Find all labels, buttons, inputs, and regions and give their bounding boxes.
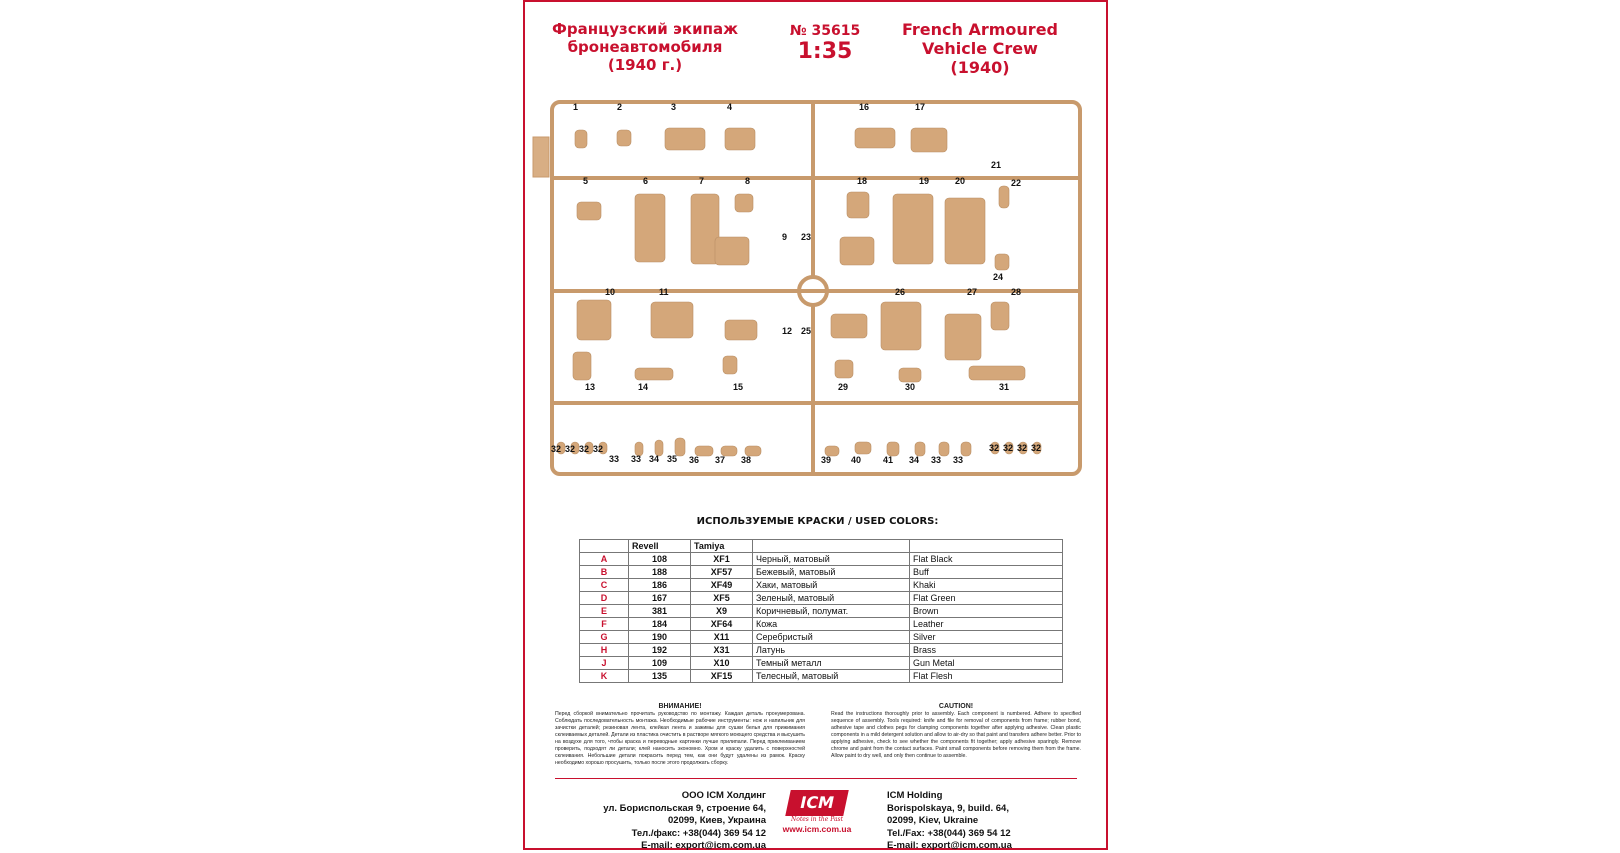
color-name-en: Flat Black	[910, 553, 1063, 566]
kit-number: № 35615	[789, 23, 861, 39]
part-number-label: 28	[1011, 287, 1022, 297]
sprue-frame	[552, 102, 1080, 474]
color-row	[580, 670, 1063, 683]
part-number-label: 33	[609, 454, 620, 464]
notice-russian	[555, 702, 805, 767]
part-number-label: 35	[667, 454, 678, 464]
color-name-ru: Телесный, матовый	[753, 670, 910, 683]
sprue-part	[961, 442, 971, 456]
revell-code: 184	[629, 618, 691, 631]
sprue-part	[651, 302, 693, 338]
tamiya-code: XF5	[691, 592, 753, 605]
sprue-part	[939, 442, 949, 456]
tamiya-code: X31	[691, 644, 753, 657]
color-row	[580, 566, 1063, 579]
footer-divider	[555, 778, 1077, 779]
color-name-en: Buff	[910, 566, 1063, 579]
color-code: G	[580, 631, 629, 644]
tamiya-code: XF64	[691, 618, 753, 631]
title-ru-line: (1940 г.)	[607, 56, 683, 74]
email-line[interactable]: E-mail: export@icm.com.ua	[887, 840, 1012, 851]
part-number-label: 9	[782, 232, 788, 242]
sprue-part	[725, 128, 755, 150]
part-number-label: 2	[617, 102, 623, 112]
revell-code: 167	[629, 592, 691, 605]
logo-mark: ICM	[785, 790, 849, 816]
part-number-label: 26	[895, 287, 906, 297]
tamiya-code: X9	[691, 605, 753, 618]
colors-table	[579, 539, 1063, 683]
address-russian	[566, 790, 766, 853]
color-name-ru: Хаки, матовый	[753, 579, 910, 592]
part-number-label: 5	[583, 176, 589, 186]
part-number-label: 32	[579, 444, 590, 454]
part-number-label: 33	[931, 455, 942, 465]
color-name-ru: Кожа	[753, 618, 910, 631]
address-line: Tel./Fax: +38(044) 369 54 12	[887, 827, 1011, 839]
address-line: Тел./факс: +38(044) 369 54 12	[631, 827, 766, 839]
color-code: B	[580, 566, 629, 579]
sprue-part	[995, 254, 1009, 270]
address-line: Borispolskaya, 9, build. 64,	[887, 802, 1009, 814]
part-number-label: 12	[782, 326, 793, 336]
sprue-part	[835, 360, 853, 378]
notice-ru-text: Перед сборкой внимательно прочитать руководство по монтажу. Каждая деталь пронумерована. Соблюдать последовательность монтажа. Необходимые рабочие инструменты: нож и напильник для зачистки деталей; резиновая лента, клейкая лента и зажимы для сушки белья для прижимания склеиваемых деталей. Детали из пластика очистить в растворе мягкого моющего средства и высушить на воздухе для того, чтобы краска и переводные картинки лучше прилипали. Перед приклеиванием проверить, подходят ли детали; клей наносить экономно. Хром и краску удалить с поверхностей склеивания. Небольшие детали покрасить перед тем, как они будут удалены из рамок. Краску необходимо хорошо просушить, только после этого продолжать сборку.	[555, 711, 806, 766]
part-number-label: 41	[883, 455, 894, 465]
tamiya-code: XF15	[691, 670, 753, 683]
part-number-label: 16	[859, 102, 870, 112]
part-number-label: 22	[1011, 178, 1022, 188]
part-number-label: 29	[838, 382, 849, 392]
column-header	[910, 540, 1063, 553]
part-number-label: 38	[741, 455, 752, 465]
sprue-part	[999, 186, 1009, 208]
sprue-part	[635, 368, 673, 380]
part-number-label: 3	[671, 102, 677, 112]
sprue-part	[945, 198, 985, 264]
color-name-en: Gun Metal	[910, 657, 1063, 670]
column-header	[580, 540, 629, 553]
revell-code: 109	[629, 657, 691, 670]
address-line: 02099, Kiev, Ukraine	[887, 815, 979, 826]
sprue-part	[831, 314, 867, 338]
sprue-part	[847, 192, 869, 218]
sprue-illustration	[525, 2, 1110, 502]
color-code: C	[580, 579, 629, 592]
part-number-label: 8	[745, 176, 751, 186]
part-number-label: 32	[1017, 443, 1028, 453]
color-row	[580, 644, 1063, 657]
color-code: A	[580, 553, 629, 566]
colors-title: ИСПОЛЬЗУЕМЫЕ КРАСКИ / USED COLORS:	[696, 516, 939, 527]
sprue-part	[715, 237, 749, 265]
tamiya-code: XF49	[691, 579, 753, 592]
part-number-label: 6	[643, 176, 649, 186]
column-header-tamiya: Tamiya	[691, 540, 753, 553]
sprue-part	[577, 300, 611, 340]
part-number-label: 14	[638, 382, 649, 392]
part-number-label: 33	[953, 455, 964, 465]
part-number-label: 39	[821, 455, 832, 465]
sprue-part	[735, 194, 753, 212]
part-number-label: 32	[565, 444, 576, 454]
part-number-label: 30	[905, 382, 916, 392]
title-en-line: (1940)	[950, 58, 1010, 77]
revell-code: 381	[629, 605, 691, 618]
part-number-label: 32	[593, 444, 604, 454]
sprue-part	[635, 194, 665, 262]
notice-ru-title: ВНИМАНИЕ!	[658, 703, 702, 710]
color-name-en: Brown	[910, 605, 1063, 618]
color-code: K	[580, 670, 629, 683]
part-number-label: 4	[727, 102, 733, 112]
sprue-part	[723, 356, 737, 374]
notice-en-title: CAUTION!	[938, 703, 974, 710]
part-number-label: 15	[733, 382, 744, 392]
address-line: 02099, Киев, Украина	[668, 815, 766, 826]
part-number-label: 10	[605, 287, 616, 297]
tamiya-code: XF57	[691, 566, 753, 579]
sprue-part	[991, 302, 1009, 330]
title-ru-line: Французский экипаж	[551, 20, 739, 38]
part-number-label: 31	[999, 382, 1010, 392]
sprue-part	[725, 320, 757, 340]
revell-code: 135	[629, 670, 691, 683]
revell-code: 108	[629, 553, 691, 566]
part-number-label: 32	[989, 443, 1000, 453]
part-number-label: 1	[573, 102, 579, 112]
address-english	[887, 790, 1087, 853]
sprue-tab	[533, 137, 549, 177]
sprue-part	[577, 202, 601, 220]
part-number-label: 19	[919, 176, 930, 186]
sprue-part	[840, 237, 874, 265]
email-line[interactable]: E-mail: export@icm.com.ua	[641, 840, 766, 851]
color-row	[580, 657, 1063, 670]
color-name-en: Brass	[910, 644, 1063, 657]
sprue-part	[899, 368, 921, 382]
part-number-label: 36	[689, 455, 700, 465]
part-number-label: 7	[699, 176, 705, 186]
color-row	[580, 618, 1063, 631]
part-number-label: 13	[585, 382, 596, 392]
revell-code: 188	[629, 566, 691, 579]
table-header-row	[580, 540, 1063, 553]
part-number-label: 11	[659, 287, 669, 297]
part-number-label: 32	[551, 444, 562, 454]
part-number-label: 23	[801, 232, 812, 242]
color-row	[580, 605, 1063, 618]
part-number-label: 18	[857, 176, 868, 186]
part-number-label: 40	[851, 455, 862, 465]
sprue-part	[855, 128, 895, 148]
sprue-part	[915, 442, 925, 456]
address-line: ул. Бориспольская 9, строение 64,	[603, 802, 766, 814]
tamiya-code: XF1	[691, 553, 753, 566]
sprue-part	[855, 442, 871, 454]
sprue-part	[665, 128, 705, 150]
part-number-label: 24	[993, 272, 1004, 282]
part-number-label: 33	[631, 454, 642, 464]
revell-code: 186	[629, 579, 691, 592]
tamiya-code: X11	[691, 631, 753, 644]
part-number-label: 21	[991, 160, 1002, 170]
color-name-ru: Темный металл	[753, 657, 910, 670]
title-en-line: Vehicle Crew	[922, 39, 1038, 58]
address-line: ICM Holding	[887, 790, 943, 801]
part-number-label: 25	[801, 326, 812, 336]
part-number-label: 34	[909, 455, 920, 465]
sprue-part	[911, 128, 947, 152]
address-line: ООО ICM Холдинг	[681, 790, 766, 801]
logo-tagline: Notes in the Past	[790, 816, 844, 823]
website-link[interactable]: www.icm.com.ua	[782, 824, 852, 834]
color-row	[580, 631, 1063, 644]
part-number-label: 32	[1031, 443, 1042, 453]
color-name-ru: Коричневый, полумат.	[753, 605, 910, 618]
revell-code: 190	[629, 631, 691, 644]
color-code: H	[580, 644, 629, 657]
color-code: D	[580, 592, 629, 605]
sprue-part	[887, 442, 899, 456]
sprue-part	[881, 302, 921, 350]
sprue-part	[969, 366, 1025, 380]
color-code: J	[580, 657, 629, 670]
title-ru-line: бронеавтомобиля	[567, 38, 723, 56]
sprue-part	[945, 314, 981, 360]
sprue-part	[893, 194, 933, 264]
color-name-en: Silver	[910, 631, 1063, 644]
revell-code: 192	[629, 644, 691, 657]
tamiya-code: X10	[691, 657, 753, 670]
part-number-label: 20	[955, 176, 966, 186]
sprue-part	[573, 352, 591, 380]
color-name-en: Khaki	[910, 579, 1063, 592]
color-name-en: Flat Flesh	[910, 670, 1063, 683]
color-name-en: Flat Green	[910, 592, 1063, 605]
notice-en-text: Read the instructions thoroughly prior to assembly. Each component is numbered. Adhere to specified sequence of assembly. Tools required: knife and file for removal of components from frame; rubber bond, adhesive tape and clothes pegs for clamping components together after applying adhesive. Clean plastic components in a mild detergent solution and allow to air-dry so that paint and transfers adhere better. Prior to applying adhesive, check to see whether the components fit together; apply adhesive sparingly. Remove chrome and paint from the contact surfaces. Paint small components before removing them from the frame. Allow paint to dry well, and only then continue to assemble.	[831, 711, 1082, 759]
part-number-label: 32	[1003, 443, 1014, 453]
color-name-ru: Серебристый	[753, 631, 910, 644]
color-code: E	[580, 605, 629, 618]
notice-english	[831, 702, 1081, 760]
color-row	[580, 553, 1063, 566]
color-name-en: Leather	[910, 618, 1063, 631]
sprue-part	[617, 130, 631, 146]
color-row	[580, 579, 1063, 592]
color-code: F	[580, 618, 629, 631]
icm-logo	[781, 790, 853, 835]
kit-scale: 1:35	[797, 39, 853, 64]
instruction-sheet	[523, 0, 1108, 850]
part-number-label: 17	[915, 102, 926, 112]
color-name-ru: Латунь	[753, 644, 910, 657]
part-number-label: 37	[715, 455, 726, 465]
column-header-revell: Revell	[629, 540, 691, 553]
color-name-ru: Черный, матовый	[753, 553, 910, 566]
part-number-label: 34	[649, 454, 660, 464]
color-name-ru: Зеленый, матовый	[753, 592, 910, 605]
color-row	[580, 592, 1063, 605]
color-name-ru: Бежевый, матовый	[753, 566, 910, 579]
column-header	[753, 540, 910, 553]
sprue-part	[575, 130, 587, 148]
title-en-line: French Armoured	[901, 20, 1058, 39]
part-number-label: 27	[967, 287, 978, 297]
